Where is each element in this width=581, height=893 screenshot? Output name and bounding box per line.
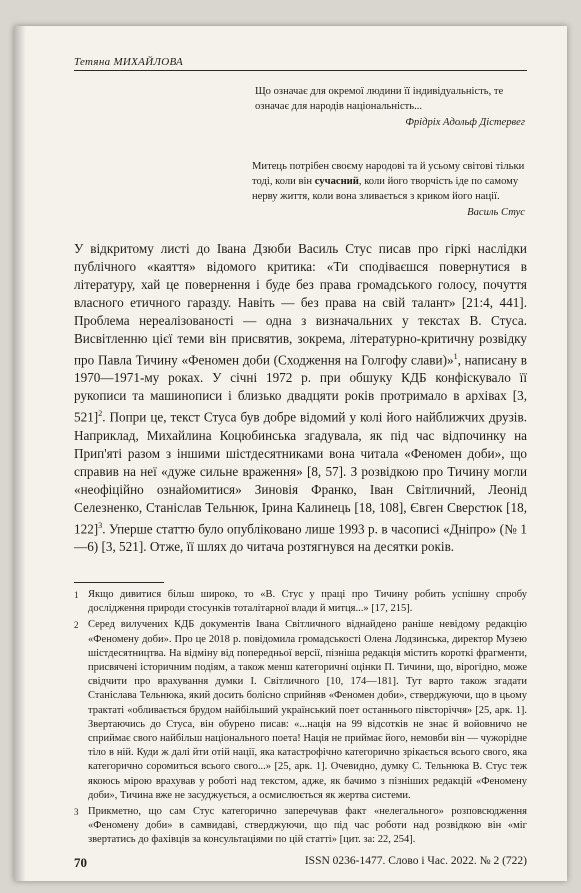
- running-header: [74, 56, 527, 71]
- page-number: 70: [74, 855, 87, 870]
- footnote-number: 1: [74, 590, 79, 600]
- footnote-1: [74, 588, 527, 616]
- epigraph-2-bold: сучасний: [314, 176, 359, 187]
- binding-shadow: [14, 26, 26, 881]
- footnote-text: Серед вилучених КДБ документів Івана Світличного віднайдено раніше невідому редакцію «Феномену доби». Про це 2018 р. повідомила громадськості Олена Лодзинська, директор Музею шістдесятництва. На відміну від попередньої версії, пізніша редакція містить короткі фрагменти, присвячені історичним подіям, а також менш категоричні оцінки П. Тичини, що, вірогідно, може свідчити про врахування думки І. Світличного [10, 174—181]. Тут варто також згадати Станіслава Тельнюка, який досить болісно сприйняв «Феномен доби», стверджуючи, що в цьому трактаті «обливається брудом найбільший український поет останнього півсторіччя» [25, арк. 1]. Звертаючись до Стуса, він обурено писав: «...нація на 99 відсотків не знає й войовничо не сприймає свого найбільш національного поета! Нація не приймає його, немовби він — чужорідне тіло в ній. Куди ж далі йти отій нації, яка катастрофічно категорично зрікається всього свого, яка категорично соромиться всього свого...» [25, арк. 1]. Очевидно, думку С. Тельнюка В. Стус теж якоюсь мірою врахував у роботі над текстом, адже, як бачимо з пізніших редакцій «Феномену доби», Тичина вже не засуджується, а осмислюється як жертва системи.: [88, 619, 527, 801]
- journal-citation: ISSN 0236-1477. Слово і Час. 2022. № 2 (722): [304, 855, 527, 867]
- header-author: Тетяна МИХАЙЛОВА: [74, 56, 184, 68]
- footnote-ref-2[interactable]: 2: [98, 409, 103, 419]
- epigraph-1-text: Що означає для окремої людини її індивідуальність, те означає для народів національність...: [255, 86, 504, 112]
- page-footer: [74, 855, 527, 871]
- footnote-number: 2: [74, 620, 79, 631]
- footnote-ref-1[interactable]: 1: [453, 352, 458, 361]
- epigraph-1-author: Фрідріх Адольф Дістервег: [405, 117, 525, 128]
- footnote-text: Прикметно, що сам Стус категорично заперечував факт «нелегального» розповсюдження «Феномену доби» в самвидаві, стверджуючи, що під час роботи над розвідкою він «міг звертатись до фахівців за консультаціями по цій статті» [цит. за: 22, 254].: [88, 806, 527, 846]
- journal-page: [14, 26, 567, 881]
- footnote-number: 3: [74, 807, 79, 818]
- main-paragraph: У відкритому листі до Івана Дзюби Василь Стус писав про гіркі наслідки публічного «каяття» відомого критика: «Ти сподіваєшся повернутися в літературу, хай це повернення і буде без права громадського голосу, почуття власного етичного гаразду. Навіть — без права на свій талант» [21:4, 441]. Проблема нереалізованості — одна з визначальних у текстах В. Стуса. Висвітленню цієї теми він присвятив, зокрема, літературно-критичну розвідку про Павла Тичину «Феномен доби (Сходження на Голгофу слави)»$^1$, написану в 1970—1971-му роках. У січні 1972 р. при обшуку КДБ конфіскувало її рукописи та машинописи і близько двадцяти років протримало в архівах [3, 521]$^2$. Попри це, текст Стуса був добре відомий у колі його найближчих друзів. Наприклад, Михайлина Коцюбинська згадувала, як під час відпочинку на Прип'яті разом з іншими шістдесятниками вона читала «Феномен доби», що справив на неї «дуже сильне враження» [8, 57]. З розвідкою про Тичину могли «неофіційно ознайомитися» Зиновія Франко, Іван Світличний, Леонід Селезненко, Станіслав Тельнюк, Ірина Калинець [18, 108], Євген Сверстюк [18, 122]$^3$. Уперше статтю було опубліковано лише 1993 р. в часописі «Дніпро» (№ 1—6) [3, 521]. Отже, її шлях до читача розтягнувся на десятки років.: [74, 241, 527, 555]
- footnote-divider: [74, 582, 164, 583]
- footnote-text: Якщо дивитися більш широко, то «В. Стус у праці про Тичину робить успішну спробу дослідження природи стосунків тоталітарної влади й митця...» [17, 215].: [88, 589, 527, 615]
- main-text: [74, 240, 527, 556]
- epigraph-1: [255, 84, 525, 130]
- footnote-ref-3[interactable]: 3: [98, 520, 103, 530]
- epigraph-2-text: Митець потрібен своєму народові та й усьому світові тільки тоді, коли він сучасний, коли його творчість іде по самому нерву життя, коли вона зливається з криком його нації.: [252, 161, 525, 202]
- footnote-2: [74, 618, 527, 803]
- epigraph-2: [252, 159, 525, 220]
- footnote-3: [74, 805, 527, 848]
- footnotes: [74, 588, 527, 850]
- epigraph-2-author: Василь Стус: [467, 207, 525, 218]
